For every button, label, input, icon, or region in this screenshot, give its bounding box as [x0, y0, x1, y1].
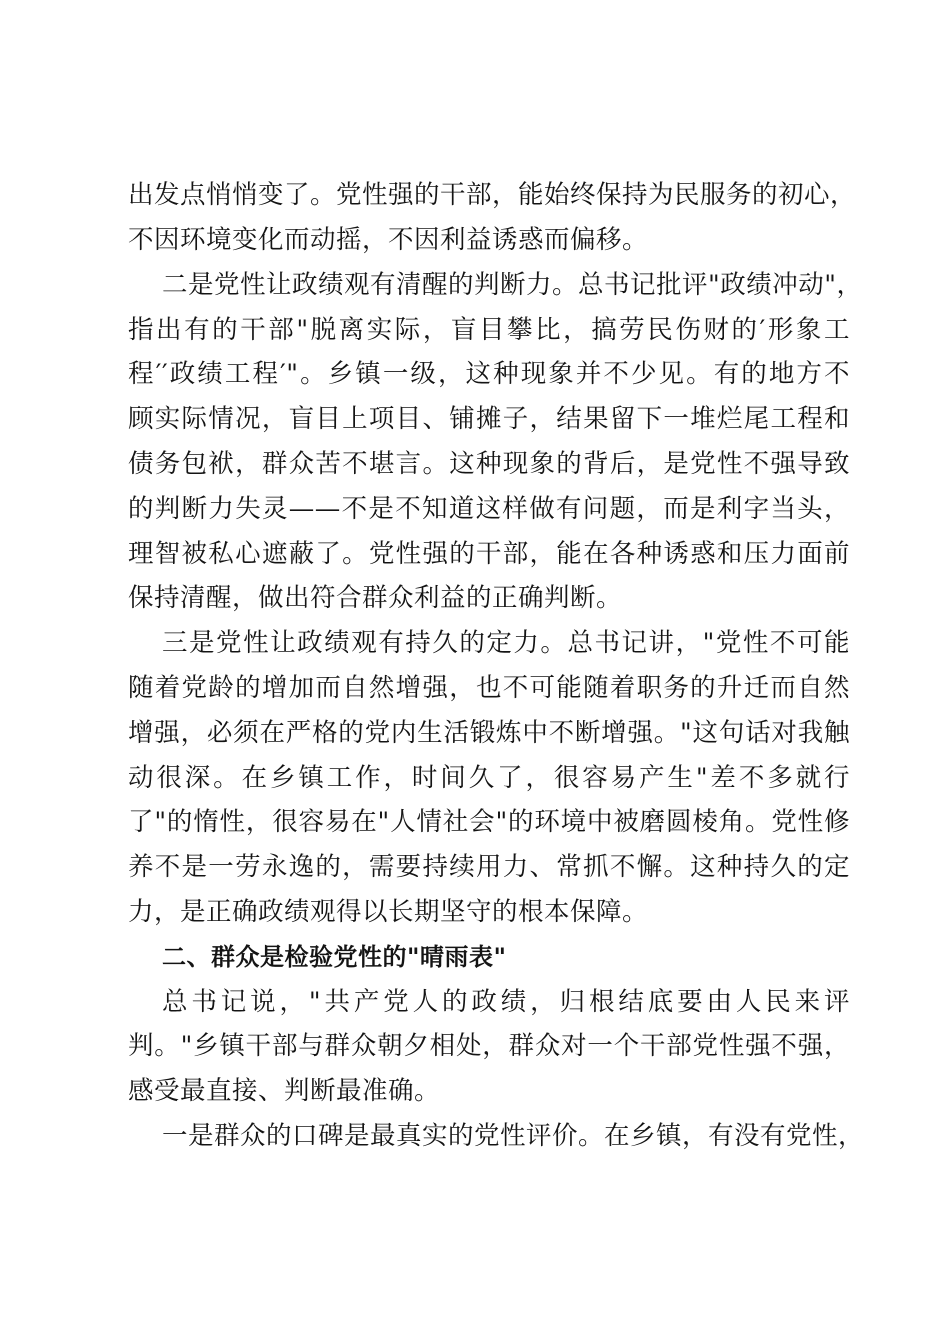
body-text-line: 顾实际情况，盲目上项目、铺摊子，结果留下一堆烂尾工程和: [128, 404, 850, 434]
body-text-line: 随着党龄的增加而自然增强，也不可能随着职务的升迁而自然: [128, 673, 850, 703]
body-text-line: 力，是正确政绩观得以长期坚守的根本保障。: [128, 897, 649, 927]
body-text-line: 动很深。在乡镇工作，时间久了，很容易产生"差不多就行: [128, 763, 850, 793]
body-text-line: 感受最直接、判断最准确。: [128, 1076, 441, 1106]
body-text-line: 三是党性让政绩观有持久的定力。总书记讲，"党性不可能: [162, 628, 850, 658]
body-text-line: 理智被私心遮蔽了。党性强的干部，能在各种诱惑和压力面前: [128, 539, 850, 569]
body-text-line: 增强，必须在严格的党内生活锻炼中不断增强。"这句话对我触: [128, 718, 850, 748]
body-text-line: 保持清醒，做出符合群众利益的正确判断。: [128, 583, 623, 613]
body-text-line: 程′′政绩工程′"。乡镇一级，这种现象并不少见。有的地方不: [128, 359, 850, 389]
body-text-line: 一是群众的口碑是最真实的党性评价。在乡镇，有没有党性，: [162, 1121, 865, 1151]
body-text-line: 总书记说，"共产党人的政绩，归根结底要由人民来评: [162, 987, 850, 1017]
body-text-line: 不因环境变化而动摇，不因利益诱惑而偏移。: [128, 225, 649, 255]
body-text-line: 了"的惰性，很容易在"人情社会"的环境中被磨圆棱角。党性修: [128, 807, 850, 837]
body-text-line: 的判断力失灵——不是不知道这样做有问题，而是利字当头，: [128, 494, 850, 524]
body-text-line: 出发点悄悄变了。党性强的干部，能始终保持为民服务的初心，: [128, 180, 857, 210]
body-text-line: 债务包袱，群众苦不堪言。这种现象的背后，是党性不强导致: [128, 449, 850, 479]
body-text-line: 养不是一劳永逸的，需要持续用力、常抓不懈。这种持久的定: [128, 852, 850, 882]
body-text-line: 二是党性让政绩观有清醒的判断力。总书记批评"政绩冲动"，: [162, 270, 863, 300]
section-heading: 二、群众是检验党性的"晴雨表": [162, 943, 507, 971]
body-text-line: 指出有的干部"脱离实际，盲目攀比，搞劳民伤财的′形象工: [128, 315, 850, 345]
body-text-line: 判。"乡镇干部与群众朝夕相处，群众对一个干部党性强不强，: [128, 1031, 850, 1061]
